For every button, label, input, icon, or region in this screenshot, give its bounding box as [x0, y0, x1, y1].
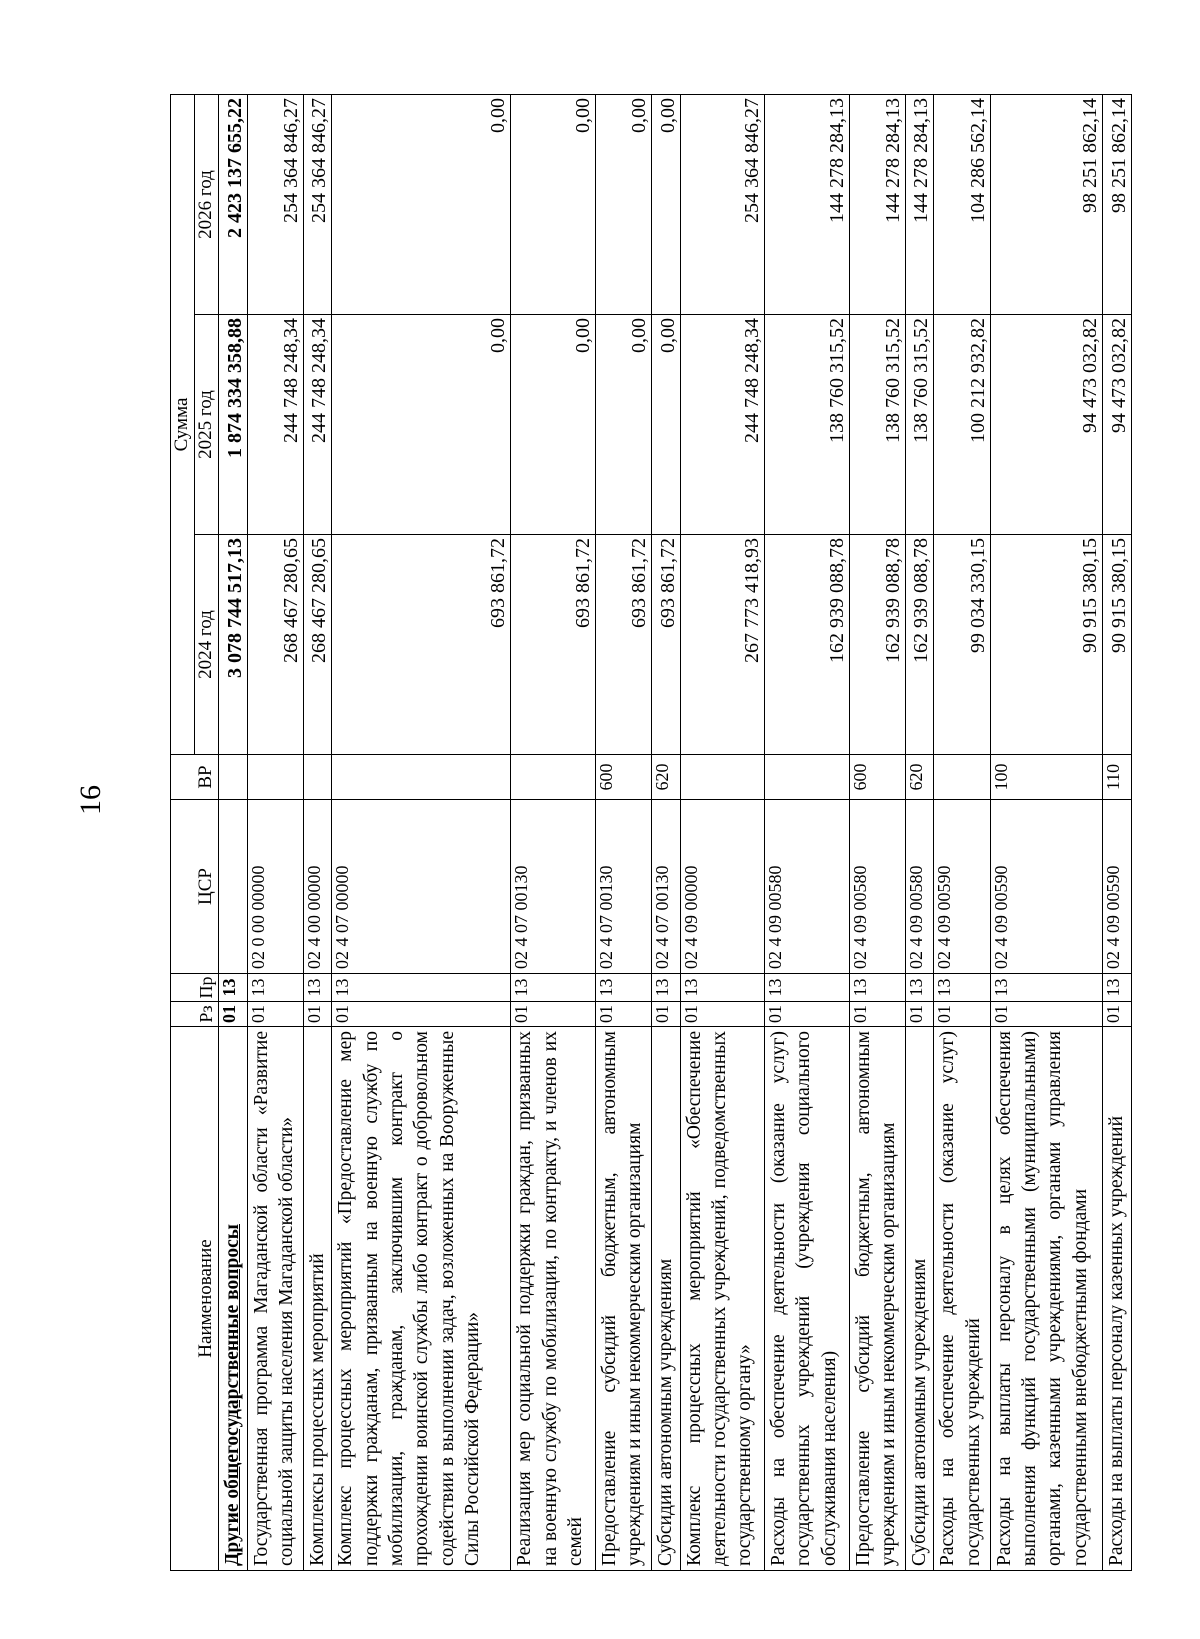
row-sum-2024: 162 939 088,78: [765, 535, 849, 755]
row-csr: 02 4 09 00590: [934, 800, 990, 974]
row-csr: 02 4 09 00580: [905, 800, 934, 974]
row-sum-2026: 98 251 862,14: [990, 95, 1103, 315]
row-rz: 01: [332, 1002, 511, 1027]
row-name: Расходы на обеспечение деятельности (оказание услуг) государственных учреждений: [934, 1027, 990, 1571]
row-sum-2025: 94 473 032,82: [990, 315, 1103, 535]
row-sum-2025: 138 760 315,52: [849, 315, 905, 535]
row-rz: 01: [595, 1002, 651, 1027]
row-sum-2025: 1 874 334 358,88: [219, 315, 248, 535]
row-csr: 02 4 07 00000: [332, 800, 511, 974]
row-name: Комплексы процессных мероприятий: [303, 1027, 332, 1571]
row-rz: 01: [511, 1002, 595, 1027]
table-row: [765, 95, 849, 1571]
table-row: [247, 95, 303, 1571]
table-row: [332, 95, 511, 1571]
row-rz: 01: [905, 1002, 934, 1027]
table-row: [595, 95, 651, 1571]
row-vr: [765, 755, 849, 800]
row-vr: [934, 755, 990, 800]
row-sum-2026: 144 278 284,13: [765, 95, 849, 315]
row-name: Расходы на выплаты персоналу казенных учреждений: [1103, 1027, 1132, 1571]
row-sum-2025: 0,00: [652, 315, 681, 535]
row-sum-2024: 267 773 418,93: [680, 535, 764, 755]
table-body: [219, 95, 1132, 1571]
table-row: [219, 95, 248, 1571]
row-pr: 13: [303, 974, 332, 1002]
row-sum-2024: 90 915 380,15: [1103, 535, 1132, 755]
header-year-2024: 2024 год: [195, 535, 219, 755]
row-pr: 13: [652, 974, 681, 1002]
row-sum-2024: 162 939 088,78: [849, 535, 905, 755]
row-vr: 600: [849, 755, 905, 800]
table-row: [849, 95, 905, 1571]
row-sum-2025: 0,00: [595, 315, 651, 535]
header-pr: Пр: [171, 974, 219, 1002]
table-row: [303, 95, 332, 1571]
row-sum-2026: 254 364 846,27: [247, 95, 303, 315]
table-row: [934, 95, 990, 1571]
row-rz: 01: [652, 1002, 681, 1027]
row-rz: 01: [1103, 1002, 1132, 1027]
header-year-2025: 2025 год: [195, 315, 219, 535]
row-sum-2026: 0,00: [511, 95, 595, 315]
row-rz: 01: [765, 1002, 849, 1027]
row-name: Расходы на выплаты персоналу в целях обеспечения выполнения функций государственными (муниципальными) органами, казенными учреждениями, органами управления государственными внебюджетными фондами: [990, 1027, 1103, 1571]
row-csr: 02 4 00 00000: [303, 800, 332, 974]
row-csr: 02 4 07 00130: [652, 800, 681, 974]
row-sum-2026: 0,00: [595, 95, 651, 315]
row-sum-2025: 100 212 932,82: [934, 315, 990, 535]
row-sum-2026: 2 423 137 655,22: [219, 95, 248, 315]
row-name: Комплекс процессных мероприятий «Обеспечение деятельности государственных учреждений, подведомственных государственному органу»: [680, 1027, 764, 1571]
row-sum-2025: 244 748 248,34: [247, 315, 303, 535]
row-pr: 13: [680, 974, 764, 1002]
row-sum-2024: 268 467 280,65: [303, 535, 332, 755]
row-csr: 02 4 09 00580: [765, 800, 849, 974]
row-pr: 13: [219, 974, 248, 1002]
header-rz: Рз: [171, 1002, 219, 1027]
row-sum-2024: 99 034 330,15: [934, 535, 990, 755]
row-vr: [247, 755, 303, 800]
table-row: [511, 95, 595, 1571]
budget-table: [170, 94, 1132, 1571]
row-sum-2026: 254 364 846,27: [680, 95, 764, 315]
row-rz: 01: [219, 1002, 248, 1027]
row-name: Реализация мер социальной поддержки граждан, призванных на военную службу по мобилизации, по контракту, и членов их семей: [511, 1027, 595, 1571]
row-pr: 13: [990, 974, 1103, 1002]
row-sum-2025: 0,00: [511, 315, 595, 535]
header-vr: ВР: [171, 755, 219, 800]
row-pr: 13: [849, 974, 905, 1002]
budget-table-container: [170, 95, 1132, 1571]
row-vr: [303, 755, 332, 800]
row-sum-2024: 693 861,72: [652, 535, 681, 755]
row-name: Предоставление субсидий бюджетным, автономным учреждениям и иным некоммерческим организациям: [849, 1027, 905, 1571]
row-rz: 01: [247, 1002, 303, 1027]
table-header: [171, 95, 219, 1571]
row-vr: [680, 755, 764, 800]
table-row: [1103, 95, 1132, 1571]
row-sum-2024: 162 939 088,78: [905, 535, 934, 755]
row-sum-2026: 0,00: [332, 95, 511, 315]
row-csr: 02 4 09 00580: [849, 800, 905, 974]
row-sum-2024: 3 078 744 517,13: [219, 535, 248, 755]
row-pr: 13: [247, 974, 303, 1002]
row-vr: 110: [1103, 755, 1132, 800]
header-sum: Сумма: [171, 95, 195, 755]
row-pr: 13: [511, 974, 595, 1002]
row-vr: [219, 755, 248, 800]
table-row: [652, 95, 681, 1571]
page-number: 16: [74, 785, 107, 815]
row-rz: 01: [680, 1002, 764, 1027]
row-csr: 02 4 07 00130: [595, 800, 651, 974]
row-vr: 620: [905, 755, 934, 800]
row-sum-2025: 138 760 315,52: [905, 315, 934, 535]
row-csr: 02 4 09 00590: [1103, 800, 1132, 974]
row-vr: 600: [595, 755, 651, 800]
row-csr: [219, 800, 248, 974]
row-sum-2026: 144 278 284,13: [849, 95, 905, 315]
row-sum-2026: 0,00: [652, 95, 681, 315]
row-csr: 02 4 09 00590: [990, 800, 1103, 974]
row-pr: 13: [905, 974, 934, 1002]
row-vr: 620: [652, 755, 681, 800]
row-sum-2024: 90 915 380,15: [990, 535, 1103, 755]
row-sum-2024: 693 861,72: [595, 535, 651, 755]
table-row: [905, 95, 934, 1571]
row-csr: 02 4 07 00130: [511, 800, 595, 974]
row-sum-2025: 244 748 248,34: [680, 315, 764, 535]
row-rz: 01: [990, 1002, 1103, 1027]
row-sum-2024: 268 467 280,65: [247, 535, 303, 755]
row-sum-2026: 254 364 846,27: [303, 95, 332, 315]
row-name: Государственная программа Магаданской области «Развитие социальной защиты населения Магаданской области»: [247, 1027, 303, 1571]
row-sum-2025: 244 748 248,34: [303, 315, 332, 535]
row-vr: 100: [990, 755, 1103, 800]
row-name: Другие общегосударственные вопросы: [219, 1027, 248, 1571]
row-sum-2025: 138 760 315,52: [765, 315, 849, 535]
header-name: Наименование: [171, 1027, 219, 1571]
row-name: Субсидии автономным учреждениям: [905, 1027, 934, 1571]
row-vr: [332, 755, 511, 800]
row-pr: 13: [332, 974, 511, 1002]
row-sum-2026: 104 286 562,14: [934, 95, 990, 315]
row-name: Расходы на обеспечение деятельности (оказание услуг) государственных учреждений (учреждения социального обслуживания населения): [765, 1027, 849, 1571]
row-sum-2025: 0,00: [332, 315, 511, 535]
table-row: [680, 95, 764, 1571]
row-pr: 13: [765, 974, 849, 1002]
row-pr: 13: [1103, 974, 1132, 1002]
row-csr: 02 4 09 00000: [680, 800, 764, 974]
row-sum-2024: 693 861,72: [511, 535, 595, 755]
row-pr: 13: [934, 974, 990, 1002]
row-name: Предоставление субсидий бюджетным, автономным учреждениям и иным некоммерческим организациям: [595, 1027, 651, 1571]
header-year-2026: 2026 год: [195, 95, 219, 315]
row-vr: [511, 755, 595, 800]
header-csr: ЦСР: [171, 800, 219, 974]
row-sum-2026: 144 278 284,13: [905, 95, 934, 315]
row-sum-2024: 693 861,72: [332, 535, 511, 755]
row-name: Комплекс процессных мероприятий «Предоставление мер поддержки гражданам, призванным на военную службу по мобилизации, гражданам, заключившим контракт о прохождении воинской службы либо контракт о добровольном содействии в выполнении задач, возложенных на Вооруженные Силы Российской Федерации»: [332, 1027, 511, 1571]
row-sum-2025: 94 473 032,82: [1103, 315, 1132, 535]
table-row: [990, 95, 1103, 1571]
row-name: Субсидии автономным учреждениям: [652, 1027, 681, 1571]
row-sum-2026: 98 251 862,14: [1103, 95, 1132, 315]
row-pr: 13: [595, 974, 651, 1002]
row-csr: 02 0 00 00000: [247, 800, 303, 974]
row-rz: 01: [303, 1002, 332, 1027]
row-rz: 01: [849, 1002, 905, 1027]
row-rz: 01: [934, 1002, 990, 1027]
